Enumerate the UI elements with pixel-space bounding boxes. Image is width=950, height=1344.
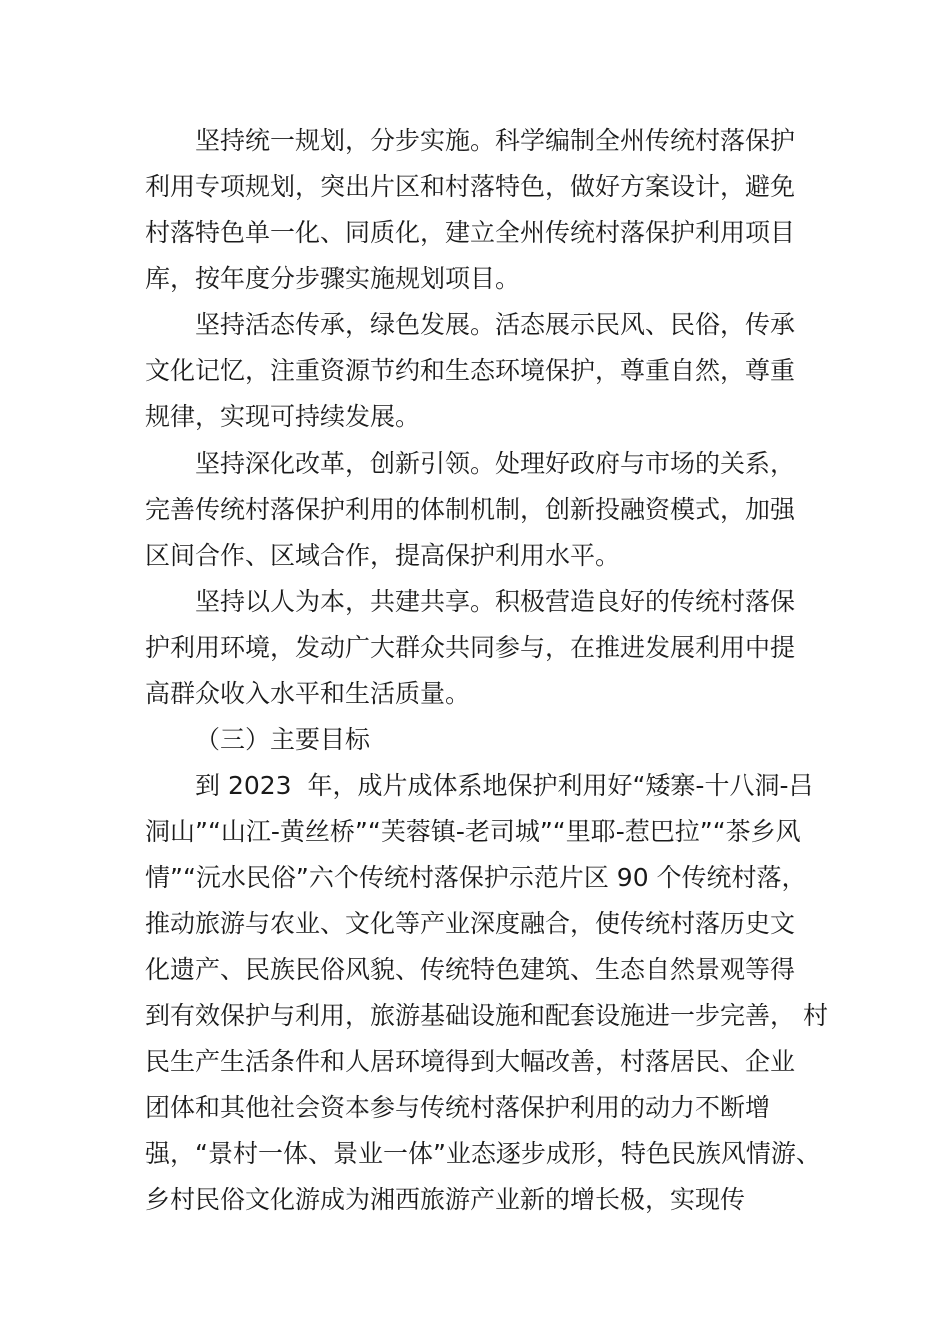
text-line: 坚持统一规划，分步实施。科学编制全州传统村落保护: [195, 126, 796, 155]
text-line: 洞山”“山江-黄丝桥”“芙蓉镇-老司城”“里耶-惹巴拉”“茶乡风: [145, 817, 801, 846]
text-line: 乡村民俗文化游成为湘西旅游产业新的增长极，实现传: [145, 1185, 746, 1214]
text-line: 化遗产、民族民俗风貌、传统特色建筑、生态自然景观等得: [145, 955, 796, 984]
text-line: 高群众收入水平和生活质量。: [145, 679, 471, 708]
text-line: 护利用环境，发动广大群众共同参与，在推进发展利用中提: [145, 633, 796, 662]
text-line: 推动旅游与农业、文化等产业深度融合，使传统村落历史文: [145, 909, 796, 938]
text-line: 库，按年度分步骤实施规划项目。: [145, 264, 521, 293]
text-line: 规律，实现可持续发展。: [145, 402, 421, 431]
text-line: 团体和其他社会资本参与传统村落保护利用的动力不断增: [145, 1093, 771, 1122]
text-line: 民生产生活条件和人居环境得到大幅改善，村落居民、企业: [145, 1047, 796, 1076]
text-line: 坚持深化改革，创新引领。处理好政府与市场的关系，: [195, 449, 796, 478]
text-line: 村落特色单一化、同质化，建立全州传统村落保护利用项目: [145, 218, 796, 247]
text-line: 情”“沅水民俗”六个传统村落保护示范片区 90 个传统村落，: [145, 863, 807, 892]
text-line: 坚持活态传承，绿色发展。活态展示民风、民俗，传承: [195, 310, 796, 339]
text-line: 到有效保护与利用，旅游基础设施和配套设施进一步完善， 村: [145, 1001, 828, 1030]
text-line: 坚持以人为本，共建共享。积极营造良好的传统村落保: [195, 587, 796, 616]
text-line: 强，“景村一体、景业一体”业态逐步成形，特色民族风情游、: [145, 1139, 821, 1168]
text-line: 完善传统村落保护利用的体制机制，创新投融资模式，加强: [145, 495, 796, 524]
section-heading: （三）主要目标: [195, 725, 371, 754]
text-line: 文化记忆，注重资源节约和生态环境保护，尊重自然，尊重: [145, 356, 796, 385]
text-line: 利用专项规划，突出片区和村落特色，做好方案设计，避免: [145, 172, 796, 201]
text-line: 区间合作、区域合作，提高保护利用水平。: [145, 541, 621, 570]
text-line: 到 2023 年，成片成体系地保护利用好“矮寨-十八洞-吕: [195, 771, 814, 800]
